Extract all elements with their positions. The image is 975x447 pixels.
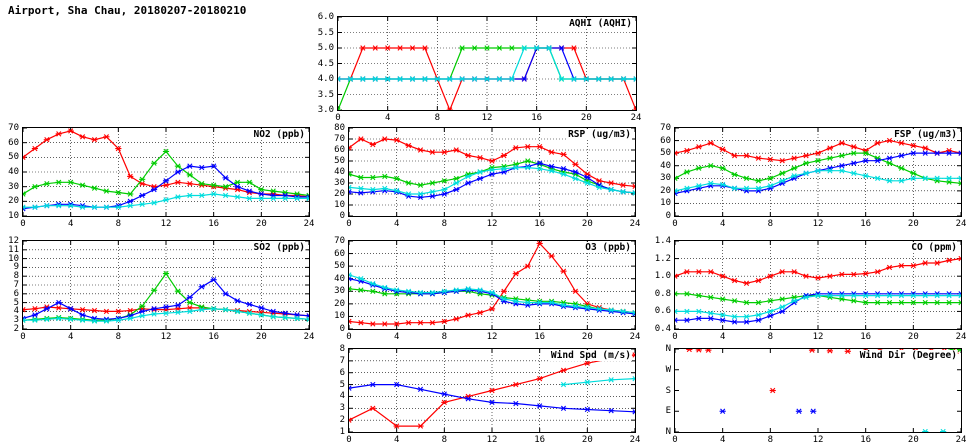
xtick-label: 12: [486, 332, 498, 342]
ytick-label: 0.4: [654, 324, 671, 334]
ytick-label: 70: [660, 123, 671, 133]
xtick-label: 24: [303, 332, 315, 342]
xtick-label: 16: [534, 219, 546, 229]
ytick-label: 5: [339, 379, 345, 390]
ytick-label: 8: [339, 344, 345, 354]
chart-title-fsp: FSP (ug/m3): [894, 129, 957, 140]
xtick-label: 20: [581, 435, 593, 445]
chart-title-wind-dir: Wind Dir (Degree): [859, 350, 957, 361]
xtick-label: 12: [160, 219, 172, 229]
xtick-label: 16: [860, 435, 872, 445]
xtick-label: 4: [67, 332, 74, 342]
xtick-label: 4: [719, 332, 726, 342]
ytick-label: N: [665, 344, 671, 354]
xtick-label: 12: [812, 219, 824, 229]
xtick-label: 16: [534, 332, 546, 342]
xtick-label: 20: [255, 332, 267, 342]
xtick-label: 20: [580, 113, 592, 123]
ytick-label: 4.5: [317, 58, 334, 69]
xtick-label: 24: [955, 332, 967, 342]
chart-title-no2: NO2 (ppb): [253, 129, 305, 140]
ytick-label: 50: [8, 152, 19, 163]
ytick-label: 10: [8, 253, 19, 264]
ytick-label: 10: [334, 200, 345, 210]
xtick-label: 0: [20, 219, 26, 229]
xtick-label: 20: [907, 435, 919, 445]
ytick-label: 40: [334, 167, 345, 177]
xtick-label: 12: [812, 435, 824, 445]
ytick-label: 0: [665, 211, 671, 221]
xtick-label: 8: [115, 219, 122, 229]
ytick-label: 10: [660, 198, 671, 209]
xtick-label: 12: [486, 219, 498, 229]
xtick-label: 24: [629, 435, 641, 445]
xtick-label: 0: [346, 435, 352, 445]
ytick-label: 80: [334, 123, 345, 133]
ytick-label: 1: [339, 427, 345, 437]
chart-title-o3: O3 (ppb): [585, 242, 631, 253]
ytick-label: 9: [13, 262, 19, 273]
xtick-label: 12: [486, 435, 498, 445]
xtick-label: 12: [160, 332, 172, 342]
plot-area-co: [674, 240, 962, 330]
xtick-label: 8: [441, 219, 448, 229]
ytick-label: 5.0: [317, 43, 334, 53]
ytick-label: 6: [339, 367, 345, 378]
ytick-label: 6: [13, 288, 19, 299]
ytick-label: 40: [334, 273, 345, 284]
xtick-label: 12: [812, 332, 824, 342]
plot-area-rsp: [348, 127, 636, 217]
plot-area-no2: [22, 127, 310, 217]
chart-title-aqhi: AQHI (AQHI): [569, 18, 632, 29]
ytick-label: 30: [334, 286, 345, 297]
xtick-label: 4: [393, 219, 400, 229]
xtick-label: 0: [335, 113, 341, 123]
ytick-label: 50: [334, 156, 345, 166]
plot-area-fsp: [674, 127, 962, 217]
ytick-label: 20: [334, 298, 345, 309]
ytick-label: 0: [339, 324, 345, 334]
ytick-label: 50: [334, 261, 345, 272]
ytick-label: 30: [660, 173, 671, 184]
ytick-label: W: [665, 364, 671, 375]
xtick-label: 8: [441, 332, 448, 342]
xtick-label: 8: [115, 332, 122, 342]
xtick-label: 0: [672, 219, 678, 229]
ytick-label: 30: [334, 178, 345, 188]
page-title: Airport, Sha Chau, 20180207-20180210: [8, 4, 247, 17]
chart-title-rsp: RSP (ug/m3): [568, 129, 631, 140]
xtick-label: 8: [441, 435, 448, 445]
xtick-label: 8: [767, 219, 774, 229]
chart-title-so2: SO2 (ppb): [253, 242, 305, 253]
ytick-label: 30: [8, 181, 19, 192]
xtick-label: 20: [907, 219, 919, 229]
ytick-label: 3.5: [317, 89, 334, 100]
xtick-label: 24: [303, 219, 315, 229]
ytick-label: 2: [13, 324, 19, 334]
xtick-label: 16: [531, 113, 543, 123]
ytick-label: 70: [8, 123, 19, 133]
xtick-label: 8: [434, 113, 441, 123]
xtick-label: 20: [907, 332, 919, 342]
ytick-label: 10: [334, 311, 345, 322]
xtick-label: 4: [393, 332, 400, 342]
xtick-label: 16: [860, 219, 872, 229]
ytick-label: 3: [13, 315, 19, 326]
ytick-label: 60: [660, 135, 671, 146]
xtick-label: 4: [384, 113, 391, 123]
ytick-label: E: [665, 406, 671, 417]
xtick-label: 4: [719, 219, 726, 229]
xtick-label: 20: [255, 219, 267, 229]
xtick-label: 16: [208, 219, 220, 229]
ytick-label: 0: [339, 211, 345, 221]
ytick-label: 40: [8, 167, 19, 177]
ytick-label: 20: [660, 185, 671, 196]
plot-area-aqhi: [337, 16, 637, 111]
xtick-label: 0: [672, 332, 678, 342]
ytick-label: 6.0: [317, 12, 334, 22]
ytick-label: 8: [13, 271, 19, 282]
xtick-label: 0: [346, 332, 352, 342]
chart-title-co: CO (ppm): [911, 242, 957, 253]
ytick-label: 60: [8, 137, 19, 148]
ytick-label: 50: [660, 148, 671, 159]
xtick-label: 4: [719, 435, 726, 445]
ytick-label: N: [665, 427, 671, 437]
ytick-label: 7: [339, 355, 345, 366]
ytick-label: 1.0: [654, 271, 671, 282]
xtick-label: 24: [955, 435, 967, 445]
xtick-label: 12: [481, 113, 493, 123]
xtick-label: 16: [534, 435, 546, 445]
ytick-label: 4.0: [317, 74, 334, 84]
xtick-label: 20: [581, 219, 593, 229]
ytick-label: 12: [8, 236, 19, 246]
ytick-label: 4: [13, 306, 19, 317]
ytick-label: 5.5: [317, 27, 334, 38]
xtick-label: 20: [581, 332, 593, 342]
ytick-label: 1.4: [654, 236, 671, 246]
xtick-label: 4: [393, 435, 400, 445]
ytick-label: 60: [334, 145, 345, 155]
ytick-label: 20: [334, 189, 345, 199]
ytick-label: 0.6: [654, 306, 671, 317]
ytick-label: 11: [8, 244, 19, 255]
ytick-label: 3.0: [317, 105, 334, 115]
ytick-label: 7: [13, 280, 19, 290]
xtick-label: 0: [672, 435, 678, 445]
xtick-label: 4: [67, 219, 74, 229]
ytick-label: S: [665, 385, 671, 396]
xtick-label: 24: [955, 219, 967, 229]
ytick-label: 2: [339, 415, 345, 426]
plot-area-so2: [22, 240, 310, 330]
ytick-label: 40: [660, 160, 671, 171]
xtick-label: 0: [346, 219, 352, 229]
xtick-label: 16: [208, 332, 220, 342]
ytick-label: 0.8: [654, 288, 671, 299]
xtick-label: 24: [630, 113, 642, 123]
ytick-label: 20: [8, 196, 19, 207]
ytick-label: 70: [334, 134, 345, 144]
xtick-label: 8: [767, 332, 774, 342]
ytick-label: 5: [13, 297, 19, 308]
xtick-label: 0: [20, 332, 26, 342]
ytick-label: 1.2: [654, 253, 671, 264]
ytick-label: 4: [339, 391, 345, 402]
ytick-label: 10: [8, 211, 19, 221]
ytick-label: 70: [334, 236, 345, 246]
xtick-label: 8: [767, 435, 774, 445]
xtick-label: 24: [629, 332, 641, 342]
xtick-label: 24: [629, 219, 641, 229]
plot-area-o3: [348, 240, 636, 330]
xtick-label: 16: [860, 332, 872, 342]
ytick-label: 60: [334, 248, 345, 259]
chart-title-wind-spd: Wind Spd (m/s): [550, 350, 631, 361]
ytick-label: 3: [339, 403, 345, 414]
